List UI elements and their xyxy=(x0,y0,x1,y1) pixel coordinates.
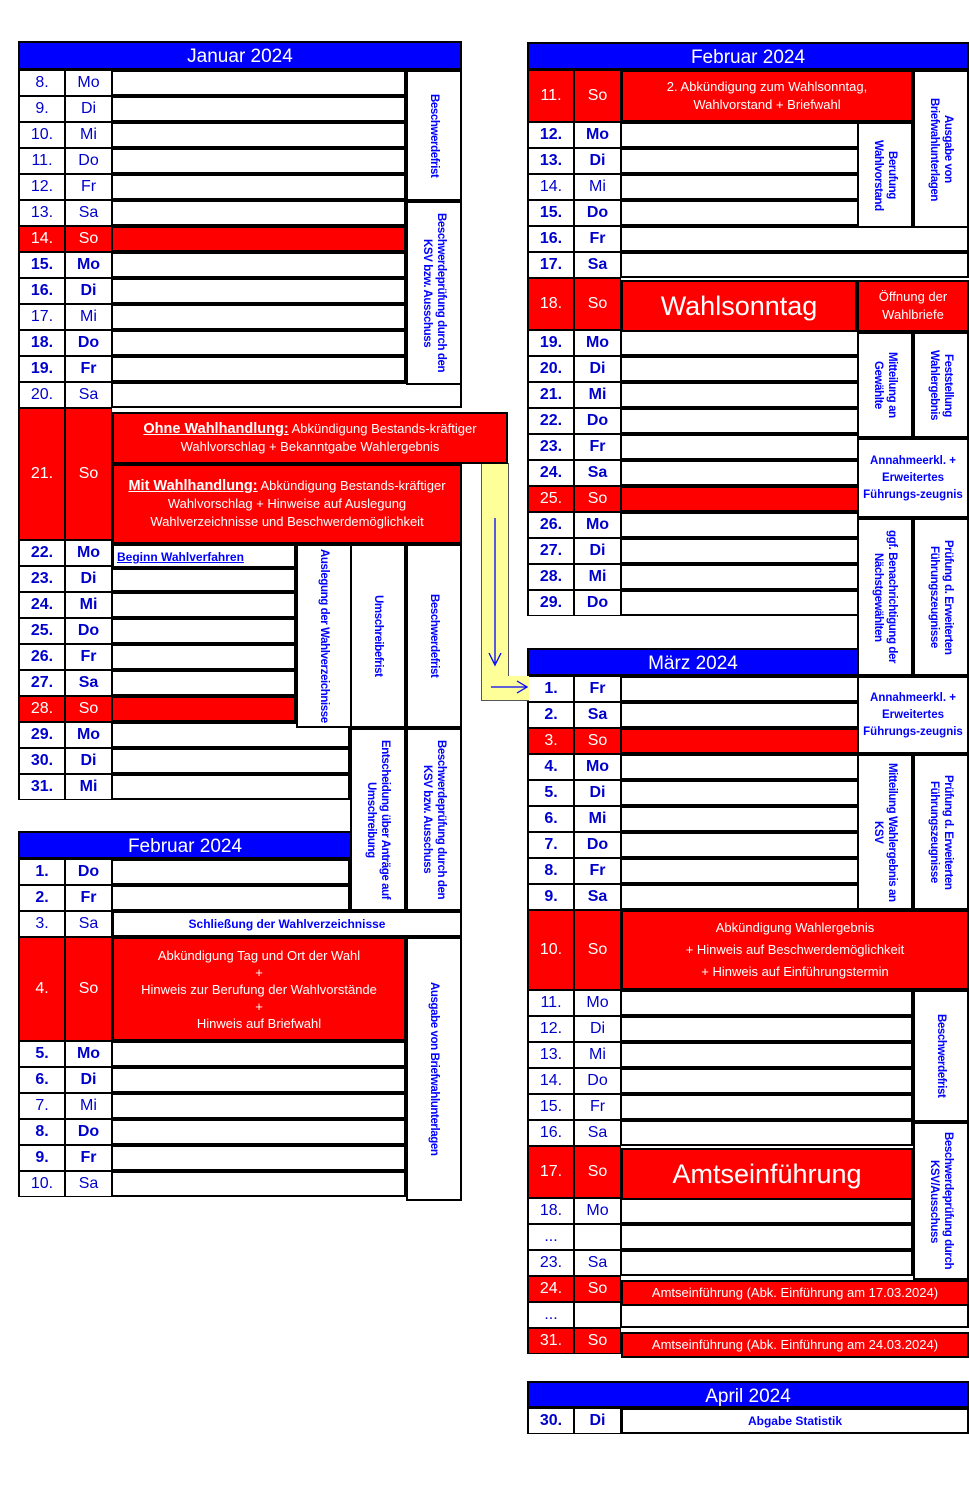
jan-auslegung-label-text: Auslegung der Wahlverzeichnisse xyxy=(318,549,330,723)
sunday-entry[interactable] xyxy=(621,486,859,512)
feb-ausgabe-briefwahl-label-text: Ausgabe von Briefwahlunterlagen xyxy=(428,982,440,1156)
weekday: Fr xyxy=(65,644,112,670)
weekday xyxy=(574,1224,621,1250)
day-number: ... xyxy=(527,1224,574,1250)
entry-cell[interactable] xyxy=(621,702,859,728)
weekday: Mi xyxy=(574,1042,621,1068)
down-right-arrow-icon xyxy=(481,463,531,703)
weekday: Mo xyxy=(574,330,621,356)
day-number: 5. xyxy=(527,780,574,806)
entry-cell[interactable] xyxy=(621,1120,913,1146)
feb2-annahme-cell xyxy=(857,438,969,518)
day-number: 3. xyxy=(18,911,65,937)
day-number: 10. xyxy=(18,122,65,148)
entry-cell[interactable] xyxy=(621,1224,913,1250)
weekday: Do xyxy=(574,832,621,858)
weekday: Sa xyxy=(65,670,112,696)
abk2-text: 2. Abkündigung zum Wahlsonntag, Wahlvorstand + Briefwahl xyxy=(666,79,868,112)
entry-cell[interactable] xyxy=(621,226,969,252)
weekday: So xyxy=(574,1276,621,1302)
day-number: 11. xyxy=(527,990,574,1016)
day-number: 13. xyxy=(527,1042,574,1068)
day-number: 6. xyxy=(527,806,574,832)
day-number: 1. xyxy=(527,676,574,702)
weekday: Fr xyxy=(574,858,621,884)
entry-cell[interactable] xyxy=(112,122,406,148)
weekday: Di xyxy=(574,780,621,806)
amt24-text: Amtseinführung (Abk. Einführung am 17.03.2024) xyxy=(651,1285,939,1300)
weekday: Fr xyxy=(65,356,112,382)
feb2-berufung-label xyxy=(857,122,913,228)
day-number: 8. xyxy=(18,1119,65,1145)
day-number: 25. xyxy=(527,486,574,512)
beginn-wahlverfahren-link[interactable]: Beginn Wahlverfahren xyxy=(117,550,244,564)
day-number: 21. xyxy=(18,408,65,540)
day-number: 29. xyxy=(18,722,65,748)
feb2-benachrichtigung-label xyxy=(857,518,913,676)
mar-abk-2: + Hinweis auf Beschwerdemöglichkeit xyxy=(685,942,905,957)
day-number: 24. xyxy=(527,1276,574,1302)
day-number: 25. xyxy=(18,618,65,644)
entry-cell[interactable] xyxy=(112,1067,406,1093)
entry-cell[interactable] xyxy=(621,884,859,910)
entry-cell[interactable] xyxy=(621,252,969,278)
amtseinfuehrung-text: Amtseinführung xyxy=(672,1158,862,1189)
weekday: Mi xyxy=(574,806,621,832)
mar-annahme-text: Annahmeerkl. + Erweitertes Führungs-zeugnis xyxy=(863,691,963,738)
amt31-text: Amtseinführung (Abk. Einführung am 24.03.2024) xyxy=(651,1337,939,1352)
day-number: 14. xyxy=(527,1068,574,1094)
entry-cell[interactable] xyxy=(621,564,859,590)
jan-beschwerdefrist-label-text: Beschwerdefrist xyxy=(428,93,440,178)
weekday: Fr xyxy=(65,1145,112,1171)
jan-entscheidung-label xyxy=(350,728,406,911)
jan-umschreibefrist-label xyxy=(350,544,406,728)
weekday: Sa xyxy=(574,884,621,910)
day-number: 19. xyxy=(18,356,65,382)
schliessung-cell xyxy=(112,911,462,937)
oeffnung-cell xyxy=(857,280,969,332)
entry-cell[interactable] xyxy=(621,460,859,486)
statistik-cell xyxy=(621,1408,969,1434)
weekday: Di xyxy=(65,748,112,774)
weekday: Do xyxy=(65,148,112,174)
weekday: So xyxy=(574,728,621,754)
day-number: 11. xyxy=(18,148,65,174)
entry-cell[interactable] xyxy=(112,592,296,618)
entry-cell[interactable] xyxy=(621,1016,913,1042)
weekday: Di xyxy=(574,1016,621,1042)
weekday: Sa xyxy=(574,702,621,728)
abk-line-1: Abkündigung Tag und Ort der Wahl xyxy=(157,947,361,963)
entry-cell[interactable] xyxy=(112,70,406,96)
amt31-cell xyxy=(621,1332,969,1358)
day-number: 15. xyxy=(527,1094,574,1120)
weekday: Di xyxy=(574,148,621,174)
jan-entscheidung-label-text: Entscheidung über Anträge auf Umschreibung xyxy=(365,739,391,900)
day-number: 15. xyxy=(527,200,574,226)
weekday: Mi xyxy=(65,774,112,800)
weekday: Sa xyxy=(574,460,621,486)
day-number: 12. xyxy=(527,1016,574,1042)
jan-beschwerdefrist-label xyxy=(406,70,462,201)
entry-cell[interactable] xyxy=(621,434,859,460)
day-number: 14. xyxy=(18,226,65,252)
entry-cell[interactable] xyxy=(621,538,859,564)
entry-cell[interactable] xyxy=(112,618,296,644)
day-number: 13. xyxy=(18,200,65,226)
sunday-entry[interactable] xyxy=(621,728,859,754)
day-number: 7. xyxy=(527,832,574,858)
jan-auslegung-label xyxy=(296,544,352,728)
feb-ausgabe-briefwahl-label xyxy=(406,937,462,1201)
day-number: 18. xyxy=(527,1198,574,1224)
weekday: Do xyxy=(65,1119,112,1145)
month-header-februar-2: Februar 2024 xyxy=(527,42,969,70)
day-number: 10. xyxy=(18,1171,65,1197)
entry-cell[interactable] xyxy=(112,252,406,278)
entry-cell[interactable] xyxy=(112,1093,406,1119)
weekday: So xyxy=(65,408,112,540)
mit-title: Mit Wahlhandlung: xyxy=(128,478,258,494)
feb2-ausgabe-label xyxy=(913,70,969,228)
wahlsonntag-text: Wahlsonntag xyxy=(660,290,818,321)
ohne-text: Abkündigung Bestands-kräftiger Wahlvorschlag + Bekanntgabe Wahlergebnis xyxy=(180,421,477,454)
abkuendigung-feb4 xyxy=(112,937,406,1041)
beginn-wahlverfahren-cell xyxy=(112,544,296,570)
mar-abk-3: + Hinweis auf Einführungstermin xyxy=(701,964,889,979)
month-header-maerz: März 2024 xyxy=(527,648,859,676)
entry-cell[interactable] xyxy=(112,1145,406,1171)
weekday: Mi xyxy=(65,122,112,148)
entry-cell[interactable] xyxy=(112,356,406,382)
day-number: 2. xyxy=(527,702,574,728)
weekday: Mi xyxy=(65,304,112,330)
entry-cell[interactable] xyxy=(112,382,462,408)
weekday: Mo xyxy=(574,512,621,538)
day-number: 12. xyxy=(18,174,65,200)
entry-cell[interactable] xyxy=(621,174,859,200)
abkuendigung-feb11 xyxy=(621,70,913,122)
day-number: 16. xyxy=(527,1120,574,1146)
ohne-wahlhandlung-note xyxy=(112,412,508,464)
weekday: Di xyxy=(65,96,112,122)
weekday: Sa xyxy=(65,200,112,226)
day-number: 23. xyxy=(18,566,65,592)
mit-text: Abkündigung Bestands-kräftiger Wahlvorschlag + Hinweise auf Auslegung Wahlverzeichnisse und Beschwerdemöglichkeit xyxy=(150,478,446,529)
entry-cell[interactable] xyxy=(112,148,406,174)
weekday: Sa xyxy=(574,1250,621,1276)
entry-cell[interactable] xyxy=(621,676,859,702)
entry-cell[interactable] xyxy=(112,670,296,696)
weekday: So xyxy=(574,1328,621,1354)
weekday: So xyxy=(574,278,621,330)
day-number: 30. xyxy=(18,748,65,774)
weekday: Do xyxy=(65,618,112,644)
day-number: 16. xyxy=(527,226,574,252)
month-header-april: April 2024 xyxy=(527,1381,969,1408)
entry-cell[interactable] xyxy=(112,200,406,226)
day-number: 11. xyxy=(527,70,574,122)
jan-beschwerdefrist2-label xyxy=(406,544,462,728)
day-number: 9. xyxy=(527,884,574,910)
weekday: Di xyxy=(574,538,621,564)
weekday: Do xyxy=(65,330,112,356)
day-number: 26. xyxy=(527,512,574,538)
wahlsonntag-cell xyxy=(621,280,857,332)
day-number: 3. xyxy=(527,728,574,754)
weekday: Mo xyxy=(65,1041,112,1067)
mar-annahme-cell xyxy=(857,676,969,754)
entry-cell[interactable] xyxy=(621,1094,913,1120)
day-number: 16. xyxy=(18,278,65,304)
feb2-annahme-text: Annahmeerkl. + Erweitertes Führungs-zeugnis xyxy=(863,454,963,501)
entry-cell[interactable] xyxy=(621,382,859,408)
day-number: 18. xyxy=(18,330,65,356)
day-number: 30. xyxy=(527,1408,574,1434)
entry-cell[interactable] xyxy=(112,1119,406,1145)
entry-cell[interactable] xyxy=(621,122,859,148)
entry-cell[interactable] xyxy=(621,990,913,1016)
entry-cell[interactable] xyxy=(621,806,859,832)
day-number: 22. xyxy=(527,408,574,434)
weekday: So xyxy=(574,1146,621,1198)
day-number: 1. xyxy=(18,859,65,885)
day-number: 31. xyxy=(18,774,65,800)
entry-cell[interactable] xyxy=(621,200,859,226)
day-number: 13. xyxy=(527,148,574,174)
entry-cell[interactable] xyxy=(621,832,859,858)
weekday: Fr xyxy=(574,226,621,252)
entry-cell[interactable] xyxy=(112,748,350,774)
day-number: 19. xyxy=(527,330,574,356)
weekday: So xyxy=(65,696,112,722)
jan-beschwerdepruefung2-label xyxy=(406,728,462,911)
month-header-januar: Januar 2024 xyxy=(18,41,462,70)
day-number: 12. xyxy=(527,122,574,148)
feb2-mitteilung-label-text: Mitteilung an Gewählte xyxy=(872,352,898,418)
ohne-title: Ohne Wahlhandlung: xyxy=(143,421,289,437)
month-header-februar-1: Februar 2024 xyxy=(18,831,352,859)
weekday: Mo xyxy=(574,1198,621,1224)
entry-cell[interactable] xyxy=(112,1171,406,1197)
entry-cell[interactable] xyxy=(112,1041,406,1067)
day-number: 28. xyxy=(527,564,574,590)
feb2-feststellung-label xyxy=(913,332,969,438)
weekday: Mi xyxy=(65,592,112,618)
mar-mitteilung-label-text: Mitteilung Wahlergebnis an KSV xyxy=(872,762,898,902)
oeffnung-text: Öffnung der Wahlbriefe xyxy=(878,289,948,322)
weekday: Di xyxy=(65,566,112,592)
entry-cell[interactable] xyxy=(621,1198,913,1224)
mar-abk-1: Abkündigung Wahlergebnis xyxy=(715,920,875,935)
day-number: 26. xyxy=(18,644,65,670)
jan-beschwerdepruefung-label xyxy=(406,201,462,385)
day-number: 27. xyxy=(527,538,574,564)
jan-beschwerdepruefung2-label-text: Beschwerdeprüfung durch den KSV bzw. Ausschuss xyxy=(421,739,447,900)
entry-cell[interactable] xyxy=(621,1042,913,1068)
day-number: 6. xyxy=(18,1067,65,1093)
weekday: Di xyxy=(574,356,621,382)
weekday: So xyxy=(65,937,112,1041)
weekday: Sa xyxy=(65,382,112,408)
weekday: Do xyxy=(574,1068,621,1094)
weekday: Fr xyxy=(574,676,621,702)
plus-2: + xyxy=(255,998,263,1014)
mar-beschwerdepruefung-label-text: Beschwerdeprüfung durch KSV/Ausschuss xyxy=(928,1132,954,1270)
day-number: 14. xyxy=(527,174,574,200)
abkuendigung-mar10 xyxy=(621,910,969,990)
entry-cell[interactable] xyxy=(621,148,859,174)
entry-cell[interactable] xyxy=(112,774,350,800)
feb2-berufung-label-text: Berufung Wahlvorstand xyxy=(872,139,898,211)
day-number: 5. xyxy=(18,1041,65,1067)
sunday-entry[interactable] xyxy=(112,226,406,252)
entry-cell[interactable] xyxy=(621,1250,913,1276)
day-number: 20. xyxy=(18,382,65,408)
weekday: Sa xyxy=(65,911,112,937)
weekday: Di xyxy=(65,1067,112,1093)
entry-cell[interactable] xyxy=(621,590,859,616)
entry-cell[interactable] xyxy=(621,512,859,538)
entry-cell[interactable] xyxy=(621,1068,913,1094)
feb2-ausgabe-label-text: Ausgabe von Briefwahlunterlagen xyxy=(928,97,954,201)
entry-cell[interactable] xyxy=(112,859,350,885)
weekday: Do xyxy=(65,859,112,885)
weekday: Sa xyxy=(65,1171,112,1197)
weekday: Sa xyxy=(574,252,621,278)
entry-cell[interactable] xyxy=(112,96,406,122)
weekday: So xyxy=(574,70,621,122)
jan-umschreibefrist-label-text: Umschreibefrist xyxy=(372,595,384,677)
amt24-cell xyxy=(621,1280,969,1306)
weekday: Do xyxy=(574,200,621,226)
weekday: So xyxy=(65,226,112,252)
mar-mitteilung-label xyxy=(857,754,913,910)
weekday: Do xyxy=(574,590,621,616)
day-number: 24. xyxy=(527,460,574,486)
weekday: Sa xyxy=(574,1120,621,1146)
day-number: 8. xyxy=(527,858,574,884)
abk-line-2: Hinweis zur Berufung der Wahlvorstände xyxy=(141,981,377,997)
entry-cell[interactable] xyxy=(112,885,350,911)
weekday: Di xyxy=(574,1408,621,1434)
day-number: 24. xyxy=(18,592,65,618)
weekday: Di xyxy=(65,278,112,304)
mar-pruefung-label xyxy=(913,754,969,910)
day-number: 22. xyxy=(18,540,65,566)
day-number: 17. xyxy=(527,1146,574,1198)
day-number: 8. xyxy=(18,70,65,96)
entry-cell[interactable] xyxy=(621,356,859,382)
feb2-pruefung-label-text: Prüfung d. Erweiterten Führungszeugnisse xyxy=(928,539,954,655)
day-number: 4. xyxy=(527,754,574,780)
day-number: 15. xyxy=(18,252,65,278)
weekday: Mo xyxy=(574,122,621,148)
amtseinfuehrung-cell xyxy=(621,1148,913,1200)
weekday: Fr xyxy=(65,885,112,911)
day-number: 18. xyxy=(527,278,574,330)
entry-cell[interactable] xyxy=(621,780,859,806)
mar-pruefung-label-text: Prüfung d. Erweiterten Führungszeugnisse xyxy=(928,774,954,890)
day-number: 29. xyxy=(527,590,574,616)
feb2-mitteilung-label xyxy=(857,332,913,438)
entry-cell[interactable] xyxy=(112,278,406,304)
mit-wahlhandlung-note xyxy=(112,464,462,544)
weekday: Fr xyxy=(65,174,112,200)
jan-beschwerdepruefung-label-text: Beschwerdeprüfung durch den KSV bzw. Ausschuss xyxy=(421,213,447,373)
entry-cell[interactable] xyxy=(112,304,406,330)
day-number: 28. xyxy=(18,696,65,722)
day-number: 23. xyxy=(527,434,574,460)
weekday: Mi xyxy=(574,174,621,200)
entry-cell[interactable] xyxy=(621,330,859,356)
day-number: 17. xyxy=(18,304,65,330)
day-number: ... xyxy=(527,1302,574,1328)
feb2-pruefung-label xyxy=(913,518,969,676)
day-number: 23. xyxy=(527,1250,574,1276)
weekday: Fr xyxy=(574,1094,621,1120)
weekday xyxy=(574,1302,621,1328)
entry-cell[interactable] xyxy=(112,174,406,200)
entry-cell[interactable] xyxy=(112,330,406,356)
feb2-feststellung-label-text: Feststellung Wahlergebnis xyxy=(928,349,954,421)
weekday: Mo xyxy=(65,70,112,96)
weekday: Mo xyxy=(65,540,112,566)
weekday: So xyxy=(574,486,621,512)
day-number: 27. xyxy=(18,670,65,696)
jan-beschwerdefrist2-label-text: Beschwerdefrist xyxy=(428,594,440,678)
mar-beschwerdefrist-label xyxy=(913,990,969,1122)
day-number: 17. xyxy=(527,252,574,278)
day-number: 31. xyxy=(527,1328,574,1354)
plus-1: + xyxy=(255,964,263,980)
entry-cell[interactable] xyxy=(621,408,859,434)
weekday: So xyxy=(574,910,621,990)
schliessung-text: Schließung der Wahlverzeichnisse xyxy=(188,917,386,931)
weekday: Do xyxy=(574,408,621,434)
day-number: 7. xyxy=(18,1093,65,1119)
day-number: 10. xyxy=(527,910,574,990)
feb2-benachrichtigung-label-text: ggf. Benachrichtigung der Nächstgewählten xyxy=(872,530,898,664)
entry-cell[interactable] xyxy=(621,858,859,884)
day-number: 9. xyxy=(18,1145,65,1171)
weekday: Mo xyxy=(65,252,112,278)
mar-beschwerdefrist-label-text: Beschwerdefrist xyxy=(935,1014,947,1098)
day-number: 20. xyxy=(527,356,574,382)
mar-beschwerdepruefung-label xyxy=(913,1122,969,1280)
weekday: Mi xyxy=(574,382,621,408)
abk-line-3: Hinweis auf Briefwahl xyxy=(196,1015,322,1031)
day-number: 9. xyxy=(18,96,65,122)
weekday: Mi xyxy=(574,564,621,590)
entry-cell[interactable] xyxy=(112,644,296,670)
weekday: Mo xyxy=(574,754,621,780)
day-number: 2. xyxy=(18,885,65,911)
entry-cell[interactable] xyxy=(621,754,859,780)
weekday: Fr xyxy=(574,434,621,460)
statistik-text: Abgabe Statistik xyxy=(747,1414,843,1428)
sunday-entry[interactable] xyxy=(112,696,296,722)
weekday: Mo xyxy=(65,722,112,748)
day-number: 4. xyxy=(18,937,65,1041)
day-number: 21. xyxy=(527,382,574,408)
weekday: Mo xyxy=(574,990,621,1016)
weekday: Mi xyxy=(65,1093,112,1119)
